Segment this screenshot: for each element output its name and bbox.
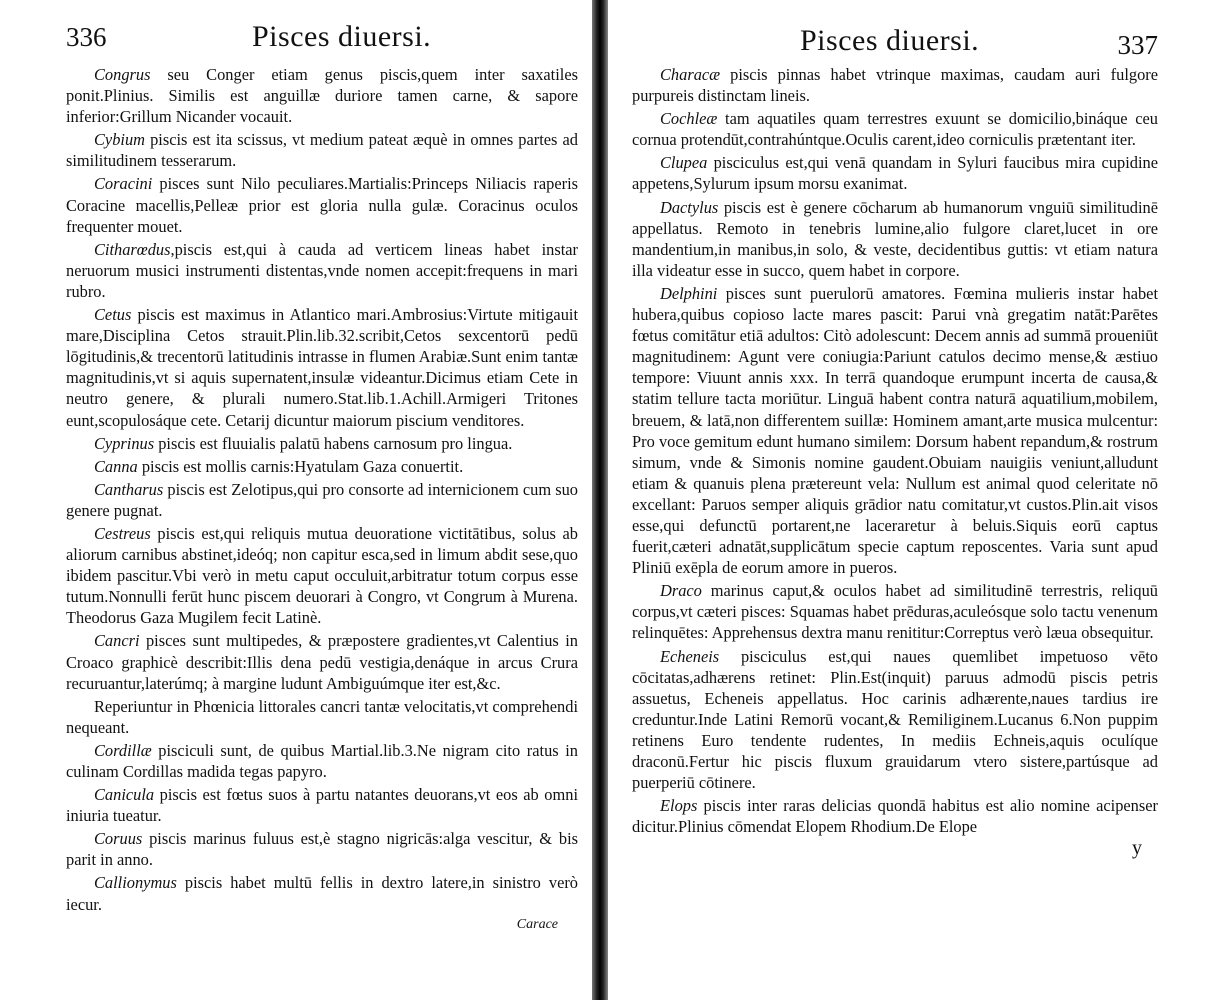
entry-text: Reperiuntur in Phœnicia littorales cancri tantæ velocitatis,vt comprehendi nequeant. — [66, 696, 578, 737]
entry-lemma: Cantharus — [94, 479, 164, 499]
entry-lemma: Coruus — [94, 829, 143, 849]
entry-text: pisciculus est,qui venā quandam in Syluri faucibus mira cupidine appetens,Sylurum ipsum morsu exanimat. — [632, 153, 1158, 194]
dictionary-entry — [632, 795, 1158, 837]
entry-text: piscis est mollis carnis:Hyatulam Gaza conuertit. — [137, 456, 464, 476]
entry-lemma: Clupea — [660, 153, 708, 173]
entry-lemma: Cordillæ — [94, 740, 152, 760]
entry-text: pisciculus est,qui naues quemlibet impetuoso vēto cōcitatas,adhærens retinet: Plin.Est(inquit) paruus admodū piscis petris assuetus, Echeneis appellatus. Hoc carinis adhærente,naues tardius ire creduntur.Inde Latini Remorū vocant,& Remiliginem.Lucanus 6.Non puppim retinens Euro tendente rudentes, In mediis Echneis,aquis oculíque draconū.Fertur hic piscis fluxum grauidarum vtero sistere,partúsque ad puerperiū cōtinere. — [632, 646, 1158, 793]
right-entries — [632, 64, 1158, 837]
dictionary-entry — [632, 108, 1158, 150]
entry-text: ,piscis est,qui à cauda ad verticem lineas habet instar neruorum musici instrumenti distentas,vnde nomen accepit:frequens in mari rubro. — [66, 239, 578, 301]
left-entries — [66, 64, 578, 915]
dictionary-entry — [66, 239, 578, 302]
left-page-header — [66, 20, 578, 64]
entry-lemma: Cyprinus — [94, 433, 155, 453]
left-page — [0, 0, 592, 1000]
dictionary-entry — [632, 152, 1158, 194]
dictionary-entry — [632, 64, 1158, 106]
entry-text: pisces sunt Nilo peculiares.Martialis:Princeps Niliacis raperis Coracine macellis,Pelleæ prior est gloria nulla gulæ. Coracinus oculos frequenter mouet. — [66, 174, 578, 236]
signature-mark: y — [1132, 837, 1142, 860]
dictionary-entry — [66, 784, 578, 826]
entry-text: pisciculi sunt, de quibus Martial.lib.3.Ne nigram cito ratus in culinam Cordillas madida tegas papyro. — [66, 740, 578, 781]
entry-lemma: Citharœdus — [94, 239, 171, 259]
dictionary-entry — [66, 433, 578, 454]
entry-text: piscis est è genere cōcharum ab humanorum vnguiū similitudinē appellatus. Remoto in tenebris lumine,alio fulgore claret,lucet in ore mandentium,in manibus,in solo, & veste, decidentibus guttis: vt etiam natura illa videatur esse in succo, quem habet in corpore. — [632, 197, 1158, 280]
dictionary-entry — [66, 64, 578, 127]
entry-text: piscis est fluuialis palatū habens carnosum pro lingua. — [154, 433, 513, 453]
entry-lemma: Canna — [94, 456, 138, 476]
entry-text: piscis pinnas habet vtrinque maximas, caudam auri fulgore purpureis distinctam lineis. — [632, 65, 1158, 106]
dictionary-entry — [632, 283, 1158, 578]
entry-text: piscis est ita scissus, vt medium pateat æquè in omnes partes ad similitudinem tesserarum. — [66, 130, 578, 171]
running-head: Pisces diuersi. — [252, 20, 432, 53]
entry-text: seu Conger etiam genus piscis,quem inter saxatiles ponit.Plinius. Similis est anguillæ duriore tamen carne, & sapore inferior:Grillum Nicander vocauit. — [66, 65, 578, 127]
entry-lemma: Delphini — [660, 283, 718, 303]
dictionary-entry — [632, 580, 1158, 643]
entry-lemma: Elops — [660, 796, 698, 816]
entry-text: piscis inter raras delicias quondā habitus est alio nomine acipenser dicitur.Plinius cōmendat Elopem Rhodium.De Elope — [632, 796, 1158, 837]
entry-text: pisces sunt multipedes, & præpostere gradientes,vt Calentius in Croaco graphicè describit:Illis dena pedū vestigia,denáque in arcus Crura recuruantur,laterúmq; à margine ludunt Ambiguúmque iter est,&c. — [66, 631, 578, 693]
entry-lemma: Cancri — [94, 631, 140, 651]
entry-lemma: Echeneis — [660, 646, 720, 666]
book-gutter — [592, 0, 608, 1000]
dictionary-entry — [66, 523, 578, 628]
page-number: 336 — [66, 22, 107, 52]
entry-text: piscis marinus fuluus est,è stagno nigricās:alga vescitur, & bis parit in anno. — [66, 829, 578, 870]
right-page — [608, 0, 1216, 1000]
entry-text: pisces sunt puerulorū amatores. Fœmina mulieris instar habet hubera,quibus copioso lacte mares pascit: Parui vnà gregatim natāt:Parētes fœtus comitātur etiā adultos: Citò adolescunt: Decem annis ad summā proueniūt magnitudinem: Agunt vere coniugia:Pariunt catulos decimo mense,& æstiuo tempore: Viuunt annis xxx. In terrā quandoque erumpunt incerta de causa,& statim tellure tacta moriūtur. Linguā habent contra naturā aquatilium,mobilem, breuem, & latā,non differentem suillæ: Hominem amant,arte musica mulcentur: Pro voce gemitum edunt humano similem: Dorsum habent repandum,& rostrum simum, vnde & Simonis nomine gaudent.Obuiam nauigiis veniunt,alludunt etiam & quanuis plena prætereunt vela: Nullum est animal quod celeritate nō excellant: Paruos semper aliquis grādior natu comitatur,vt custos.Plin.ait visos esse,qui defunctū portarent,ne laceraretur à beluis.Siquis eorū captus fuerit,cæteri adnatāt,supplicātum specie captum reposcentes. Varia sunt apud Pliniū exēpla de eorum amore in pueros. — [632, 283, 1158, 578]
dictionary-entry — [66, 479, 578, 521]
dictionary-entry — [632, 646, 1158, 794]
dictionary-entry — [66, 630, 578, 693]
entry-lemma: Cetus — [94, 305, 132, 325]
running-head: Pisces diuersi. — [800, 24, 980, 57]
entry-text: tam aquatiles quam terrestres exuunt se domicilio,bináque ceu cornua protendūt,contrahúntque.Oculis carent,ideo corniculis prætentant iter. — [632, 109, 1158, 150]
entry-lemma: Cochleæ — [660, 109, 718, 129]
dictionary-entry — [66, 828, 578, 870]
entry-lemma: Draco — [660, 581, 702, 601]
entry-lemma: Callionymus — [94, 873, 177, 893]
dictionary-entry — [66, 872, 578, 914]
entry-text: piscis est fœtus suos à partu natantes deuorans,vt eos ab omni iniuria tueatur. — [66, 785, 578, 826]
entry-lemma: Coracini — [94, 174, 153, 194]
dictionary-entry — [66, 129, 578, 171]
entry-lemma: Cybium — [94, 130, 145, 150]
entry-text: piscis habet multū fellis in dextro latere,in sinistro verò iecur. — [66, 873, 578, 914]
entry-lemma: Cestreus — [94, 523, 151, 543]
entry-text: piscis est,qui reliquis mutua deuoratione victitātibus, solus ab aliorum carnibus abstinet,ideóq; non capitur esca,sed in limum abdit sese,quo ibidem pascitur.Vbi verò in metu caput occuluit,arbitratur totum corpus esse tutum.Nonnulli ferūt hunc piscem deuorari à Congro, vt Congrum à Murena. Theodorus Gaza Mugilem fecit Latinè. — [66, 523, 578, 628]
dictionary-entry — [66, 304, 578, 431]
dictionary-entry — [632, 197, 1158, 281]
entry-lemma: Congrus — [94, 65, 151, 84]
dictionary-entry — [66, 456, 578, 477]
entry-lemma: Characæ — [660, 65, 721, 84]
dictionary-entry — [66, 173, 578, 236]
entry-lemma: Canicula — [94, 785, 155, 805]
right-page-header — [632, 20, 1158, 64]
entry-text: marinus caput,& oculos habet ad similitudinē terrestris, reliquū corpus,vt cæteri pisces: Squamas habet prēduras,aculeósque solo tactu venenum relinquētes: Apprehensus dextra manu renititur:Correptus verò læua obsequitur. — [632, 581, 1158, 643]
entry-text: piscis est Zelotipus,qui pro consorte ad internicionem cum suo genere pugnat. — [66, 479, 578, 520]
dictionary-entry — [66, 740, 578, 782]
entry-lemma: Dactylus — [660, 197, 719, 217]
catchword: Carace — [516, 916, 558, 932]
page-number: 337 — [1117, 30, 1158, 60]
entry-text: piscis est maximus in Atlantico mari.Ambrosius:Virtute mitigauit mare,Disciplina Cetos strauit.Plin.lib.32.scribit,Cetos sexcentorū pedū lōgitudinis,& trecentorū latitudinis intrasse in flumen Arabiæ.Sunt enim tantæ magnitudinis,vt si aquis supernatent,insulæ videantur.Dicimus etiam Cete in neutro genere, & plurali numero.Stat.lib.1.Achill.Armigeri Tritones eunt,scopulosáque cete. Cetarij dicuntur maiorum piscium venditores. — [66, 305, 578, 430]
dictionary-entry — [66, 696, 578, 738]
